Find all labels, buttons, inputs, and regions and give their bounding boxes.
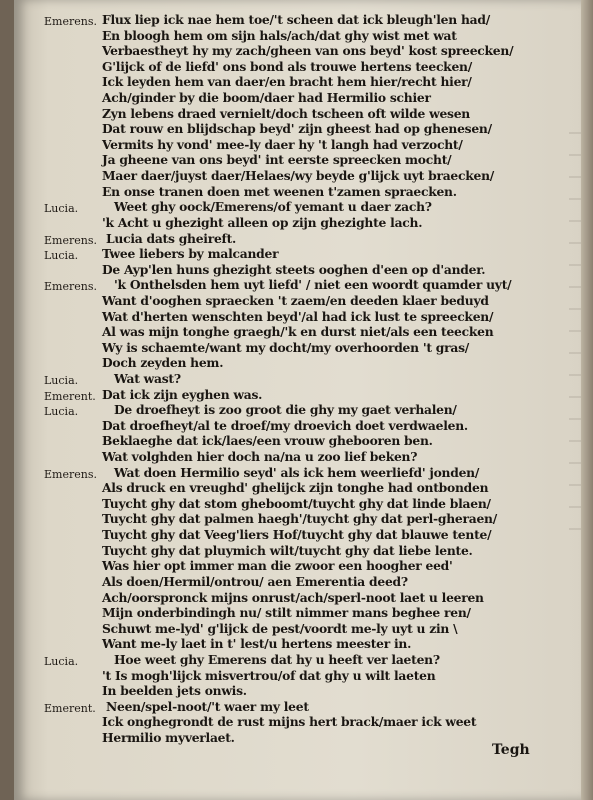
verse-text: Tuycht ghy dat pluymich wilt/tuycht ghy dat liebe lente. <box>102 542 473 558</box>
verse-text: Hoe weet ghy Emerens dat hy u heeft ver laeten? <box>114 651 440 667</box>
verse-text: Zyn lebens draed vernielt/doch tscheen oft wilde wesen <box>102 105 470 121</box>
verse-text: Twee liebers by malcander <box>102 246 279 262</box>
speaker-name: Lucia. <box>44 654 79 668</box>
verse-text: Lucia dats gheireft. <box>106 230 237 246</box>
verse-text: Als druck en vreughd' ghelijck zijn tonghe had ontbonden <box>102 480 489 496</box>
book-page <box>14 0 581 800</box>
speaker-name: Lucia. <box>44 374 79 387</box>
verse-text: Tuycht ghy dat palmen haegh'/tuycht ghy dat perl-gheraen/ <box>102 511 497 527</box>
verse-text: Beklaeghe dat ick/laes/een vrouw ghebooren ben. <box>102 433 433 449</box>
verse-text: Dat rouw en blijdschap beyd' zijn gheest had op ghenesen/ <box>102 121 492 137</box>
verse-text: Want d'ooghen spraecken 't zaem/en deeden klaer beduyd <box>102 292 489 308</box>
verse-text: Verbaestheyt hy my zach/gheen van ons beyd' kost spreecken/ <box>102 43 514 59</box>
verse-text: Dat droefheyt/al te droef/my droevich doet verdwaelen. <box>102 417 468 433</box>
verse-text: Wat doen Hermilio seyd' als ick hem weerliefd' jonden/ <box>114 464 480 480</box>
verse-text: Want me-ly laet in t' lest/u hertens meester in. <box>102 636 412 652</box>
verse-text: Al was mijn tonghe graegh/'k en durst niet/als een teecken <box>102 324 494 340</box>
speaker-name: Emerens. <box>44 15 97 28</box>
verse-text: Vermits hy vond' mee-ly daer hy 't langh had verzocht/ <box>102 136 463 152</box>
verse-text: Schuwt me-lyd' g'lijck de pest/voordt me-ly uyt u zin \ <box>102 620 458 636</box>
speaker-name: Emerens. <box>44 467 97 481</box>
verse-text: Weet ghy oock/Emerens/of yemant u daer zach? <box>114 199 432 215</box>
speaker-name: Lucia. <box>44 202 79 216</box>
verse-text: Ach/ginder by die boom/daer had Hermilio schier <box>102 90 431 106</box>
book-edge <box>581 0 593 800</box>
verse-text: Was hier opt immer man die zwoor een hoogher eed' <box>102 558 453 574</box>
speaker-name: Emerens. <box>44 233 97 247</box>
verse-text: Doch zeyden hem. <box>102 355 224 371</box>
verse-text: Ach/oorspronck mijns onrust/ach/sperl-noot laet u leeren <box>102 589 484 605</box>
verse-text: Dat ick zijn eyghen was. <box>102 386 263 402</box>
verse-text: Wat wast? <box>114 371 181 386</box>
speaker-name: Emerent. <box>44 389 96 403</box>
verse-text: De Ayp'len huns ghezight steets ooghen d'een op d'ander. <box>102 261 486 277</box>
verse-text: De droefheyt is zoo groot die ghy my gaet verhalen/ <box>114 402 457 418</box>
verse-text: Als doen/Hermil/ontrou/ aen Emerentia deed? <box>102 573 408 589</box>
verse-text: Tuycht ghy dat Veeg'liers Hof/tuycht ghy dat blauwe tente/ <box>102 527 492 543</box>
verse-text: Neen/spel-noot/'t waer my leet <box>106 698 309 714</box>
verse-text: In beelden jets onwis. <box>102 683 247 699</box>
verse-text: 't Is mogh'lijck misvertrou/of dat ghy u wilt laeten <box>102 667 436 683</box>
verse-text: Ick onghegrondt de rust mijns hert brack/maer ick weet <box>102 714 477 730</box>
verse-text: Wat volghden hier doch na/na u zoo lief beken? <box>102 449 418 465</box>
verse-text: Hermilio myverlaet. <box>102 730 235 745</box>
speaker-name: Emerens. <box>44 280 97 294</box>
verse-text: 'k Acht u ghezight alleen op zijn ghezighte lach. <box>102 214 423 230</box>
verse-text: Wat d'herten wenschten beyd'/al had ick lust te spreecken/ <box>102 308 494 324</box>
verse-text: Ja gheene van ons beyd' int eerste spreecken mocht/ <box>102 152 452 168</box>
catchword: Tegh <box>492 742 530 758</box>
verse-text: En bloogh hem om sijn hals/ach/dat ghy wist met wat <box>102 27 457 43</box>
verse-text: Wy is schaemte/want my docht/my overhoorden 't gras/ <box>102 339 470 355</box>
verse-text: Flux liep ick nae hem toe/'t scheen dat ick bleugh'len had/ <box>102 12 490 27</box>
verse-text: Tuycht ghy dat stom gheboomt/tuycht ghy dat linde blaen/ <box>102 495 491 511</box>
speaker-name: Lucia. <box>44 405 79 419</box>
verse-text: En onse tranen doen met weenen t'zamen spraecken. <box>102 183 457 199</box>
verse-text: Mijn onderbindingh nu/ stilt nimmer mans beghee ren/ <box>102 605 471 621</box>
verse-text: Maer daer/juyst daer/Helaes/wy beyde g'lijck uyt braecken/ <box>102 168 495 184</box>
speaker-name: Lucia. <box>44 249 79 263</box>
verse-text: 'k Onthelsden hem uyt liefd' / niet een woordt quamder uyt/ <box>114 277 512 293</box>
verse-text: Ick leyden hem van daer/en bracht hem hier/recht hier/ <box>102 74 472 90</box>
verse-text: G'lijck of de liefd' ons bond als trouwe hertens teecken/ <box>102 58 472 74</box>
speaker-name: Emerent. <box>44 701 96 715</box>
